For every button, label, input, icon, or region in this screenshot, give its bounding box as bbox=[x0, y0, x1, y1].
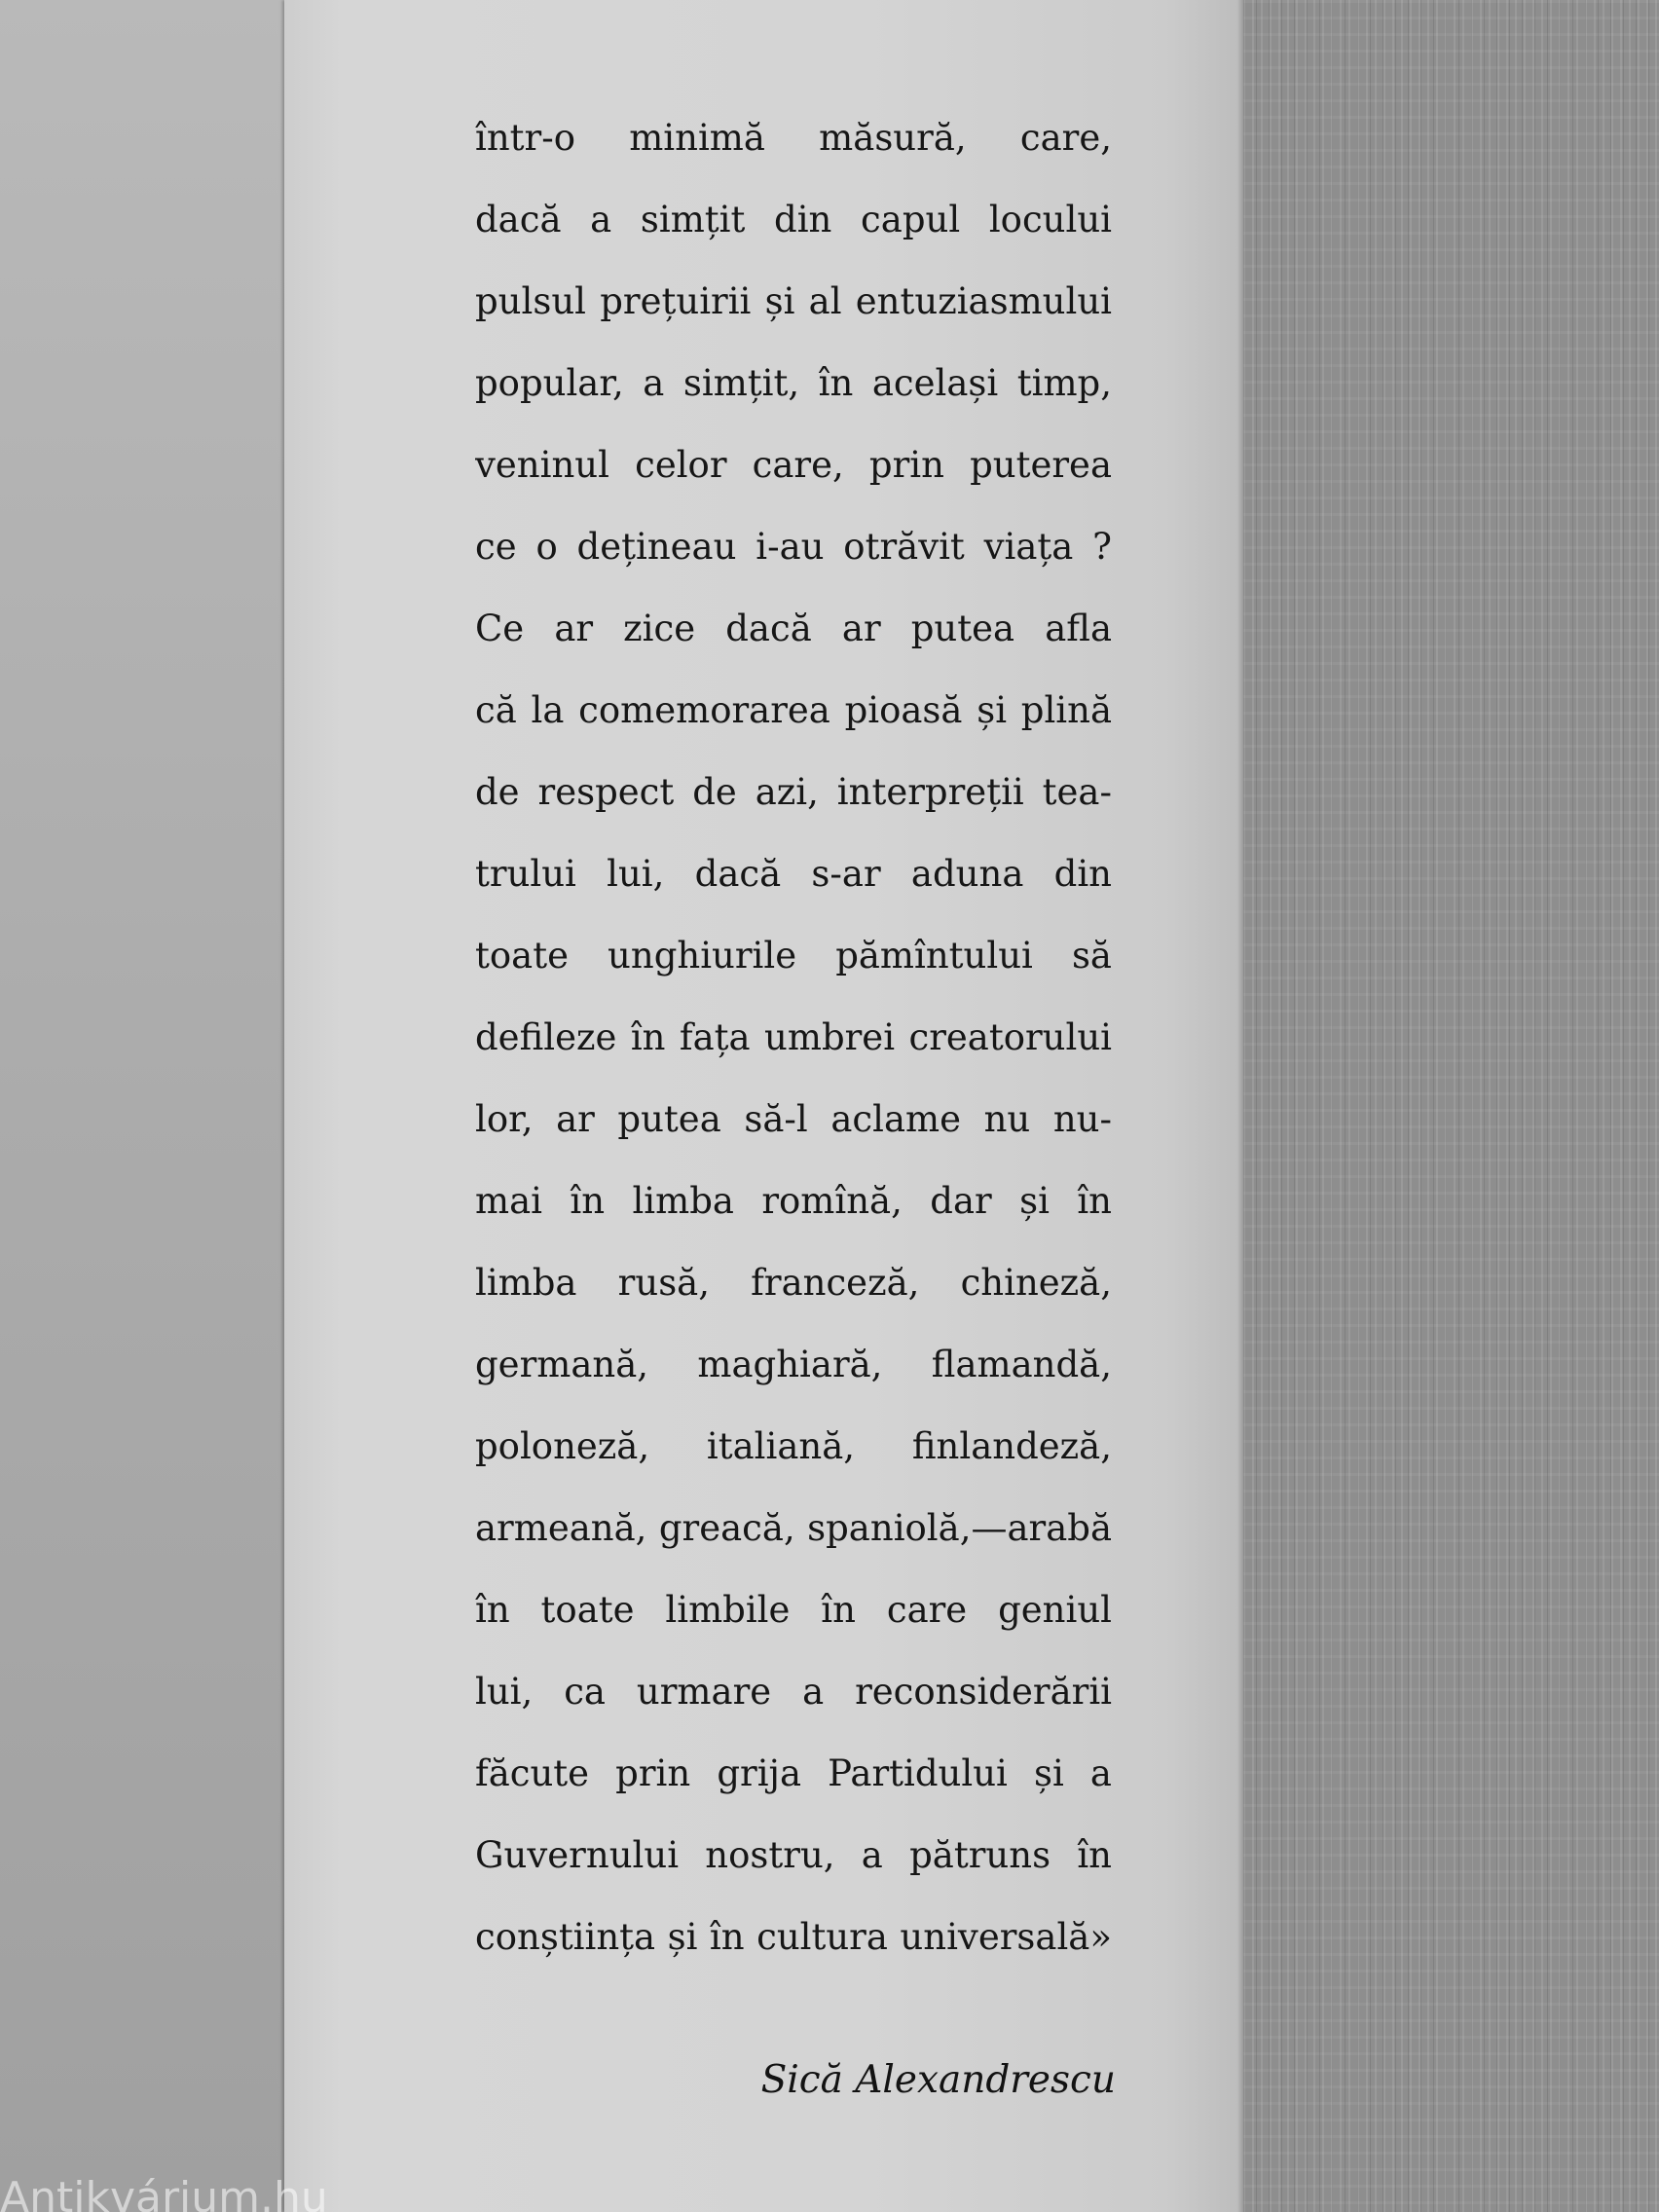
text-line: lui, ca urmare a reconsiderării bbox=[475, 1671, 1112, 1713]
text-line: germană, maghiară, flamandă, bbox=[475, 1344, 1112, 1385]
text-line: defileze în fața umbrei creatorului bbox=[475, 1016, 1112, 1058]
author-signature: Sică Alexandrescu bbox=[760, 2058, 1116, 2102]
text-line: dacă a simțit din capul locului bbox=[475, 199, 1112, 240]
text-line: ce o dețineau i-au otrăvit viața ? bbox=[475, 526, 1112, 568]
text-line: că la comemorarea pioasă și plină bbox=[475, 689, 1112, 731]
watermark-text: Antikvárium.hu bbox=[0, 2173, 328, 2212]
text-line: în toate limbile în care geniul bbox=[475, 1589, 1112, 1631]
text-line: armeană, greacă, spaniolă,—arabă bbox=[475, 1507, 1112, 1549]
text-line: limba rusă, franceză, chineză, bbox=[475, 1262, 1112, 1304]
text-line: popular, a simțit, în același timp, bbox=[475, 362, 1112, 404]
body-text bbox=[475, 109, 1112, 1990]
text-line: Ce ar zice dacă ar putea afla bbox=[475, 608, 1112, 649]
text-line: mai în limba romînă, dar și în bbox=[475, 1180, 1112, 1222]
text-line: trului lui, dacă s-ar aduna din bbox=[475, 853, 1112, 895]
text-line: făcute prin grija Partidului și a bbox=[475, 1752, 1112, 1794]
text-line: veninul celor care, prin puterea bbox=[475, 444, 1112, 486]
book-cover-texture bbox=[1243, 0, 1659, 2212]
text-line: într-o minimă măsură, care, bbox=[475, 117, 1112, 159]
text-line: toate unghiurile pămîntului să bbox=[475, 935, 1112, 977]
text-line: conștiința și în cultura universală» bbox=[475, 1916, 1112, 1958]
text-line: pulsul prețuirii și al entuziasmului bbox=[475, 280, 1112, 322]
text-line: poloneză, italiană, finlandeză, bbox=[475, 1425, 1112, 1467]
text-line: Guvernului nostru, a pătruns în bbox=[475, 1834, 1112, 1876]
text-line: lor, ar putea să-l aclame nu nu- bbox=[475, 1098, 1112, 1140]
text-line: de respect de azi, interpreții tea- bbox=[475, 771, 1112, 813]
left-backdrop bbox=[0, 0, 284, 2212]
